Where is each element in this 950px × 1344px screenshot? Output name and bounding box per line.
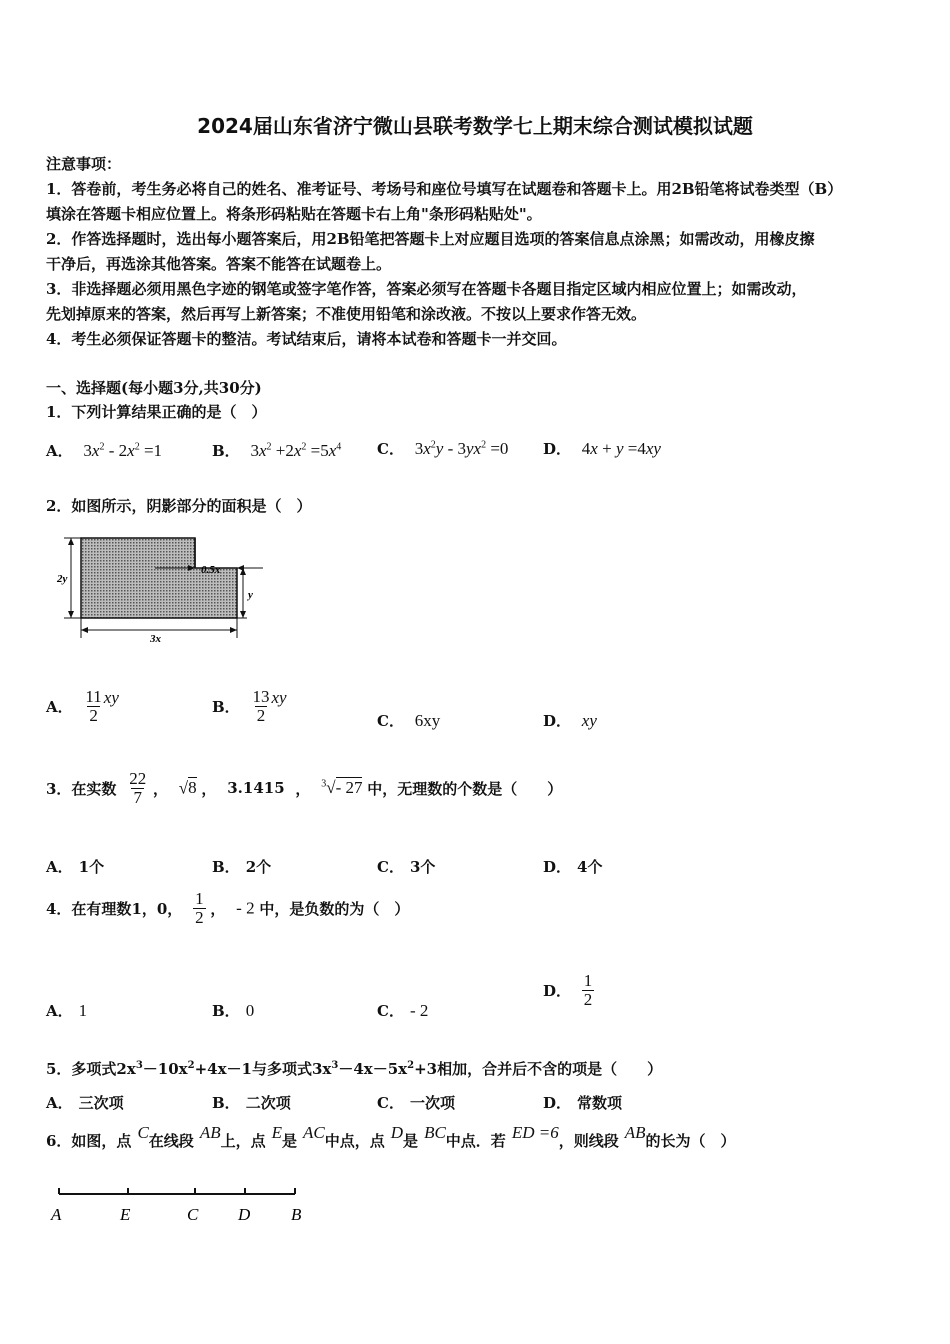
label-3x: 3x bbox=[150, 633, 161, 645]
q3-fraction: $\frac{22}{7}$ bbox=[129, 769, 147, 807]
notice-line: 4．考生必须保证答题卡的整洁。考试结束后，请将本试卷和答题卡一并交回。 bbox=[46, 330, 567, 348]
question-2-stem: 2．如图所示，阴影部分的面积是（ ） bbox=[46, 497, 312, 515]
segment-figure bbox=[45, 1180, 315, 1230]
q5-option-b[interactable]: B． 二次项 bbox=[212, 1094, 291, 1112]
shaded-region bbox=[81, 538, 237, 618]
q2-option-c[interactable]: C． 6xy bbox=[377, 711, 441, 730]
question-5-stem: 5．多项式$2x^3-10x^2+4x-1$与多项式$3x^3-4x-5x^2+3$相加，合并后不含的项是（ ） bbox=[46, 1060, 663, 1078]
q3-sqrt8: √8 bbox=[178, 778, 197, 798]
page-title: 2024届山东省济宁微山县联考数学七上期末综合测试模拟试题 bbox=[197, 114, 753, 138]
question-6-stem: 6．如图，点 C在线段 AB上，点 E是 AC中点，点 D是 BC中点．若 ED =6，则线段 AB的长为（ ） bbox=[46, 1123, 736, 1150]
q5-option-d[interactable]: D． 常数项 bbox=[543, 1094, 623, 1112]
q3-option-d[interactable]: D． 4个 bbox=[543, 858, 603, 876]
point-label-c: C bbox=[187, 1205, 199, 1224]
q1-option-c[interactable]: C． $3x^2y - 3yx^2 =0$ bbox=[377, 439, 509, 458]
q3-option-a[interactable]: A． 1个 bbox=[46, 858, 105, 876]
q1-option-d[interactable]: D． 4x + y =4xy bbox=[543, 439, 661, 458]
q5-option-c[interactable]: C． 一次项 bbox=[377, 1094, 455, 1112]
q2-option-d[interactable]: D． xy bbox=[543, 711, 597, 730]
q4-option-b[interactable]: B． 0 bbox=[212, 1001, 255, 1020]
notice-line: 先划掉原来的答案，然后再写上新答案；不准使用铅笔和涂改液。不按以上要求作答无效。 bbox=[46, 305, 647, 323]
notice-heading: 注意事项： bbox=[46, 155, 122, 173]
q4-d-fraction: $\frac{1}{2}$ bbox=[583, 971, 593, 1009]
notice-line: 干净后，再选涂其他答案。答案不能答在试题卷上。 bbox=[46, 255, 392, 273]
shaded-area-figure bbox=[55, 530, 270, 645]
point-label-b: B bbox=[291, 1205, 302, 1224]
label-notch: 0.5x bbox=[201, 564, 221, 576]
notice-line: 填涂在答题卡相应位置上。将条形码粘贴在答题卡右上角"条形码粘贴处"。 bbox=[46, 205, 542, 223]
q1-b-expr: $3x^2 +2x^2 =5x^4$ bbox=[250, 441, 342, 460]
question-3-stem: 3．在实数 $\frac{22}{7}$ ， √8 ， 3.1415 ， $^3$√- 27 中，无理数的个数是（ ） bbox=[46, 769, 563, 807]
q1-option-a[interactable]: A． $3x^2 - 2x^2 =1$ bbox=[46, 441, 163, 460]
point-label-d: D bbox=[238, 1205, 251, 1224]
q4-option-d[interactable]: D． $\frac{1}{2}$ bbox=[543, 971, 593, 1009]
q2-a-fraction: $\frac{11}{2}$ bbox=[85, 687, 102, 725]
q2-option-a[interactable]: A． $\frac{11}{2}$ xy bbox=[46, 687, 119, 725]
q2-option-b[interactable]: B． $\frac{13}{2}$ xy bbox=[212, 687, 287, 725]
q3-option-b[interactable]: B． 2个 bbox=[212, 858, 272, 876]
notice-line: 3．非选择题必须用黑色字迹的钢笔或签字笔作答，答案必须写在答题卡各题目指定区域内相应位置上；如需改动， bbox=[46, 280, 807, 298]
q1-d-expr: 4x + y =4xy bbox=[581, 439, 661, 458]
point-label-a: A bbox=[51, 1205, 62, 1224]
q2-b-fraction: $\frac{13}{2}$ bbox=[252, 687, 270, 725]
notice-line: 2．作答选择题时，选出每小题答案后，用2B铅笔把答题卡上对应题目选项的答案信息点涂黑；如需改动，用橡皮擦 bbox=[46, 230, 815, 248]
point-label-e: E bbox=[120, 1205, 131, 1224]
question-1-stem: 1．下列计算结果正确的是（ ） bbox=[46, 403, 267, 421]
q4-option-c[interactable]: C． - 2 bbox=[377, 1001, 429, 1020]
q1-c-expr: $3x^2y - 3yx^2 =0$ bbox=[414, 439, 509, 458]
label-2y: 2y bbox=[57, 573, 68, 585]
section-heading: 一、选择题(每小题3分,共30分) bbox=[46, 379, 262, 397]
q4-fraction: $\frac{1}{2}$ bbox=[195, 889, 204, 927]
q3-cube-root: $^3$√- 27 bbox=[321, 778, 363, 798]
q3-option-c[interactable]: C． 3个 bbox=[377, 858, 436, 876]
q5-option-a[interactable]: A． 三次项 bbox=[46, 1094, 124, 1112]
q1-option-b[interactable]: B． $3x^2 +2x^2 =5x^4$ bbox=[212, 441, 342, 460]
q1-a-expr: $3x^2 - 2x^2 =1$ bbox=[83, 441, 163, 460]
label-y: y bbox=[248, 589, 253, 601]
question-4-stem: 4．在有理数1，0， $\frac{1}{2}$ ， - 2 中，是负数的为（ ） bbox=[46, 889, 410, 927]
notice-line: 1．答卷前，考生务必将自己的姓名、准考证号、考场号和座位号填写在试题卷和答题卡上。用2B铅笔将试卷类型（B） bbox=[46, 180, 843, 198]
q4-option-a[interactable]: A． 1 bbox=[46, 1001, 88, 1020]
